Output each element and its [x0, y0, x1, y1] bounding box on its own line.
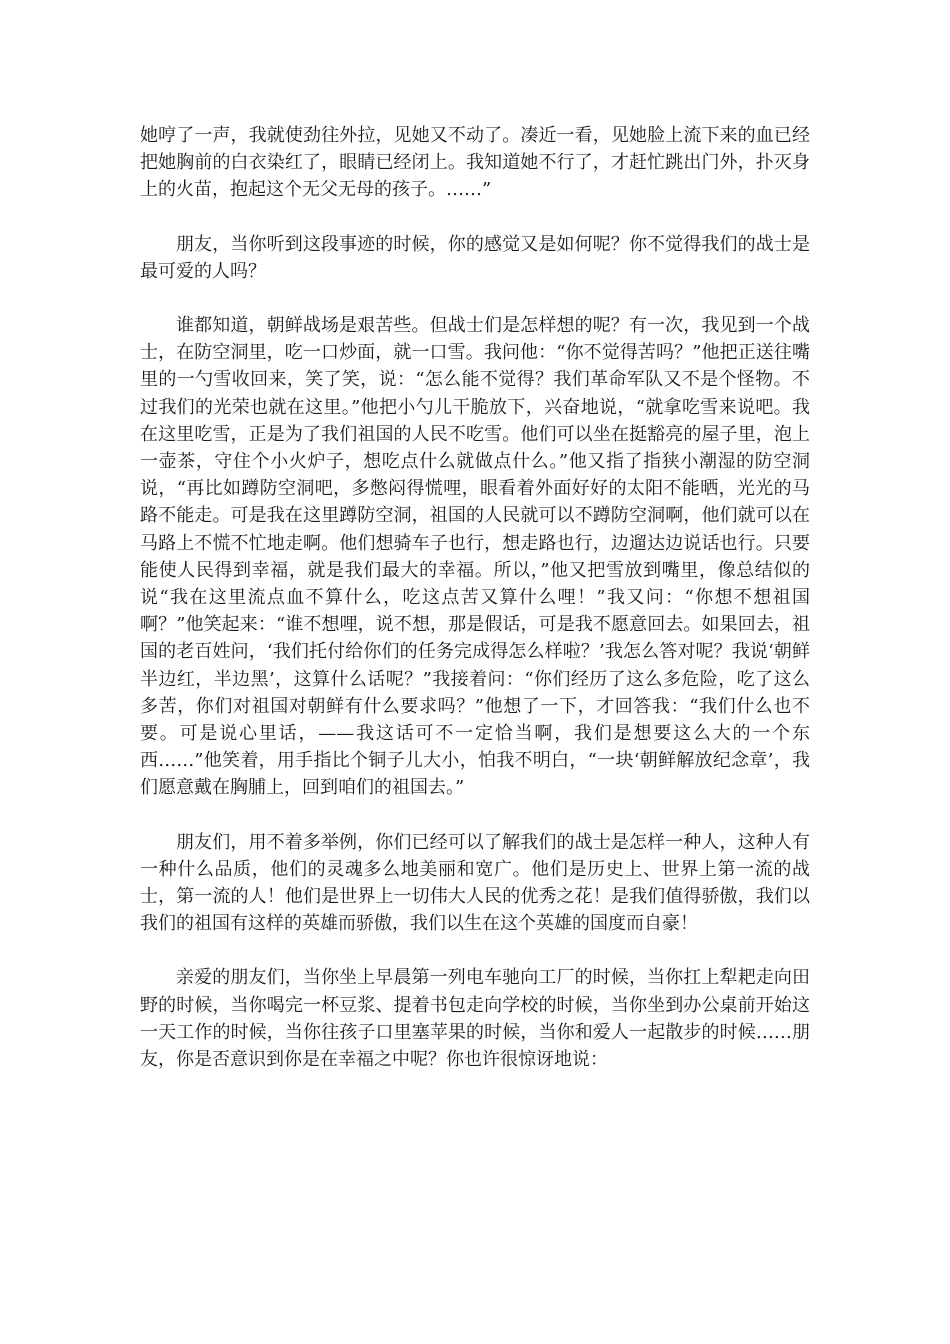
paragraph-continuation: 她哼了一声，我就使劲往外拉，见她又不动了。凑近一看，见她脸上流下来的血已经把她胸前的白衣染红了，眼睛已经闭上。我知道她不行了，才赶忙跳出门外，扑灭身上的火苗，抱起这个无父无母的孩子。……”	[140, 125, 810, 201]
paragraph-4: 朋友们，用不着多举例，你们已经可以了解我们的战士是怎样一种人，这种人有一种什么品质，他们的灵魂多么地美丽和宽广。他们是历史上、世界上第一流的战士，第一流的人！他们是世界上一切伟大人民的优秀之花！是我们值得骄傲，我们以我们的祖国有这样的英雄而骄傲，我们以生在这个英雄的国度而自豪！	[140, 831, 810, 935]
paragraph-5: 亲爱的朋友们，当你坐上早晨第一列电车驰向工厂的时候，当你扛上犁耙走向田野的时候，当你喝完一杯豆浆、提着书包走向学校的时候，当你坐到办公桌前开始这一天工作的时候，当你往孩子口里塞苹果的时候，当你和爱人一起散步的时候……朋友，你是否意识到你是在幸福之中呢？你也许很惊讶地说：	[140, 967, 810, 1071]
document-page	[140, 122, 810, 1073]
paragraph-2: 朋友，当你听到这段事迹的时候，你的感觉又是如何呢？你不觉得我们的战士是最可爱的人吗？	[140, 233, 810, 282]
paragraph-3: 谁都知道，朝鲜战场是艰苦些。但战士们是怎样想的呢？有一次，我见到一个战士，在防空洞里，吃一口炒面，就一口雪。我问他：“你不觉得苦吗？”他把正送往嘴里的一勺雪收回来，笑了笑，说：“怎么能不觉得？我们革命军队又不是个怪物。不过我们的光荣也就在这里。”他把小勺儿干脆放下，兴奋地说，“就拿吃雪来说吧。我在这里吃雪，正是为了我们祖国的人民不吃雪。他们可以坐在挺豁亮的屋子里，泡上一壶茶，守住个小火炉子，想吃点什么就做点什么。”他又指了指狭小潮湿的防空洞说，“再比如蹲防空洞吧，多憋闷得慌哩，眼看着外面好好的太阳不能晒，光光的马路不能走。可是我在这里蹲防空洞，祖国的人民就可以不蹲防空洞啊，他们就可以在马路上不慌不忙地走啊。他们想骑车子也行，想走路也行，边遛达边说话也行。只要能使人民得到幸福，就是我们最大的幸福。所以，”他又把雪放到嘴里，像总结似的说“我在这里流点血不算什么，吃这点苦又算什么哩！”我又问：“你想不想祖国啊？”他笑起来：“谁不想哩，说不想，那是假话，可是我不愿意回去。如果回去，祖国的老百姓问，‘我们托付给你们的任务完成得怎么样啦？’我怎么答对呢？我说‘朝鲜半边红，半边黑’，这算什么话呢？”我接着问：“你们经历了这么多危险，吃了这么多苦，你们对祖国对朝鲜有什么要求吗？”他想了一下，才回答我：“我们什么也不要。可是说心里话，——我这话可不一定恰当啊，我们是想要这么大的一个东西……”他笑着，用手指比个铜子儿大小，怕我不明白，“一块‘朝鲜解放纪念章’，我们愿意戴在胸脯上，回到咱们的祖国去。”	[140, 315, 810, 799]
